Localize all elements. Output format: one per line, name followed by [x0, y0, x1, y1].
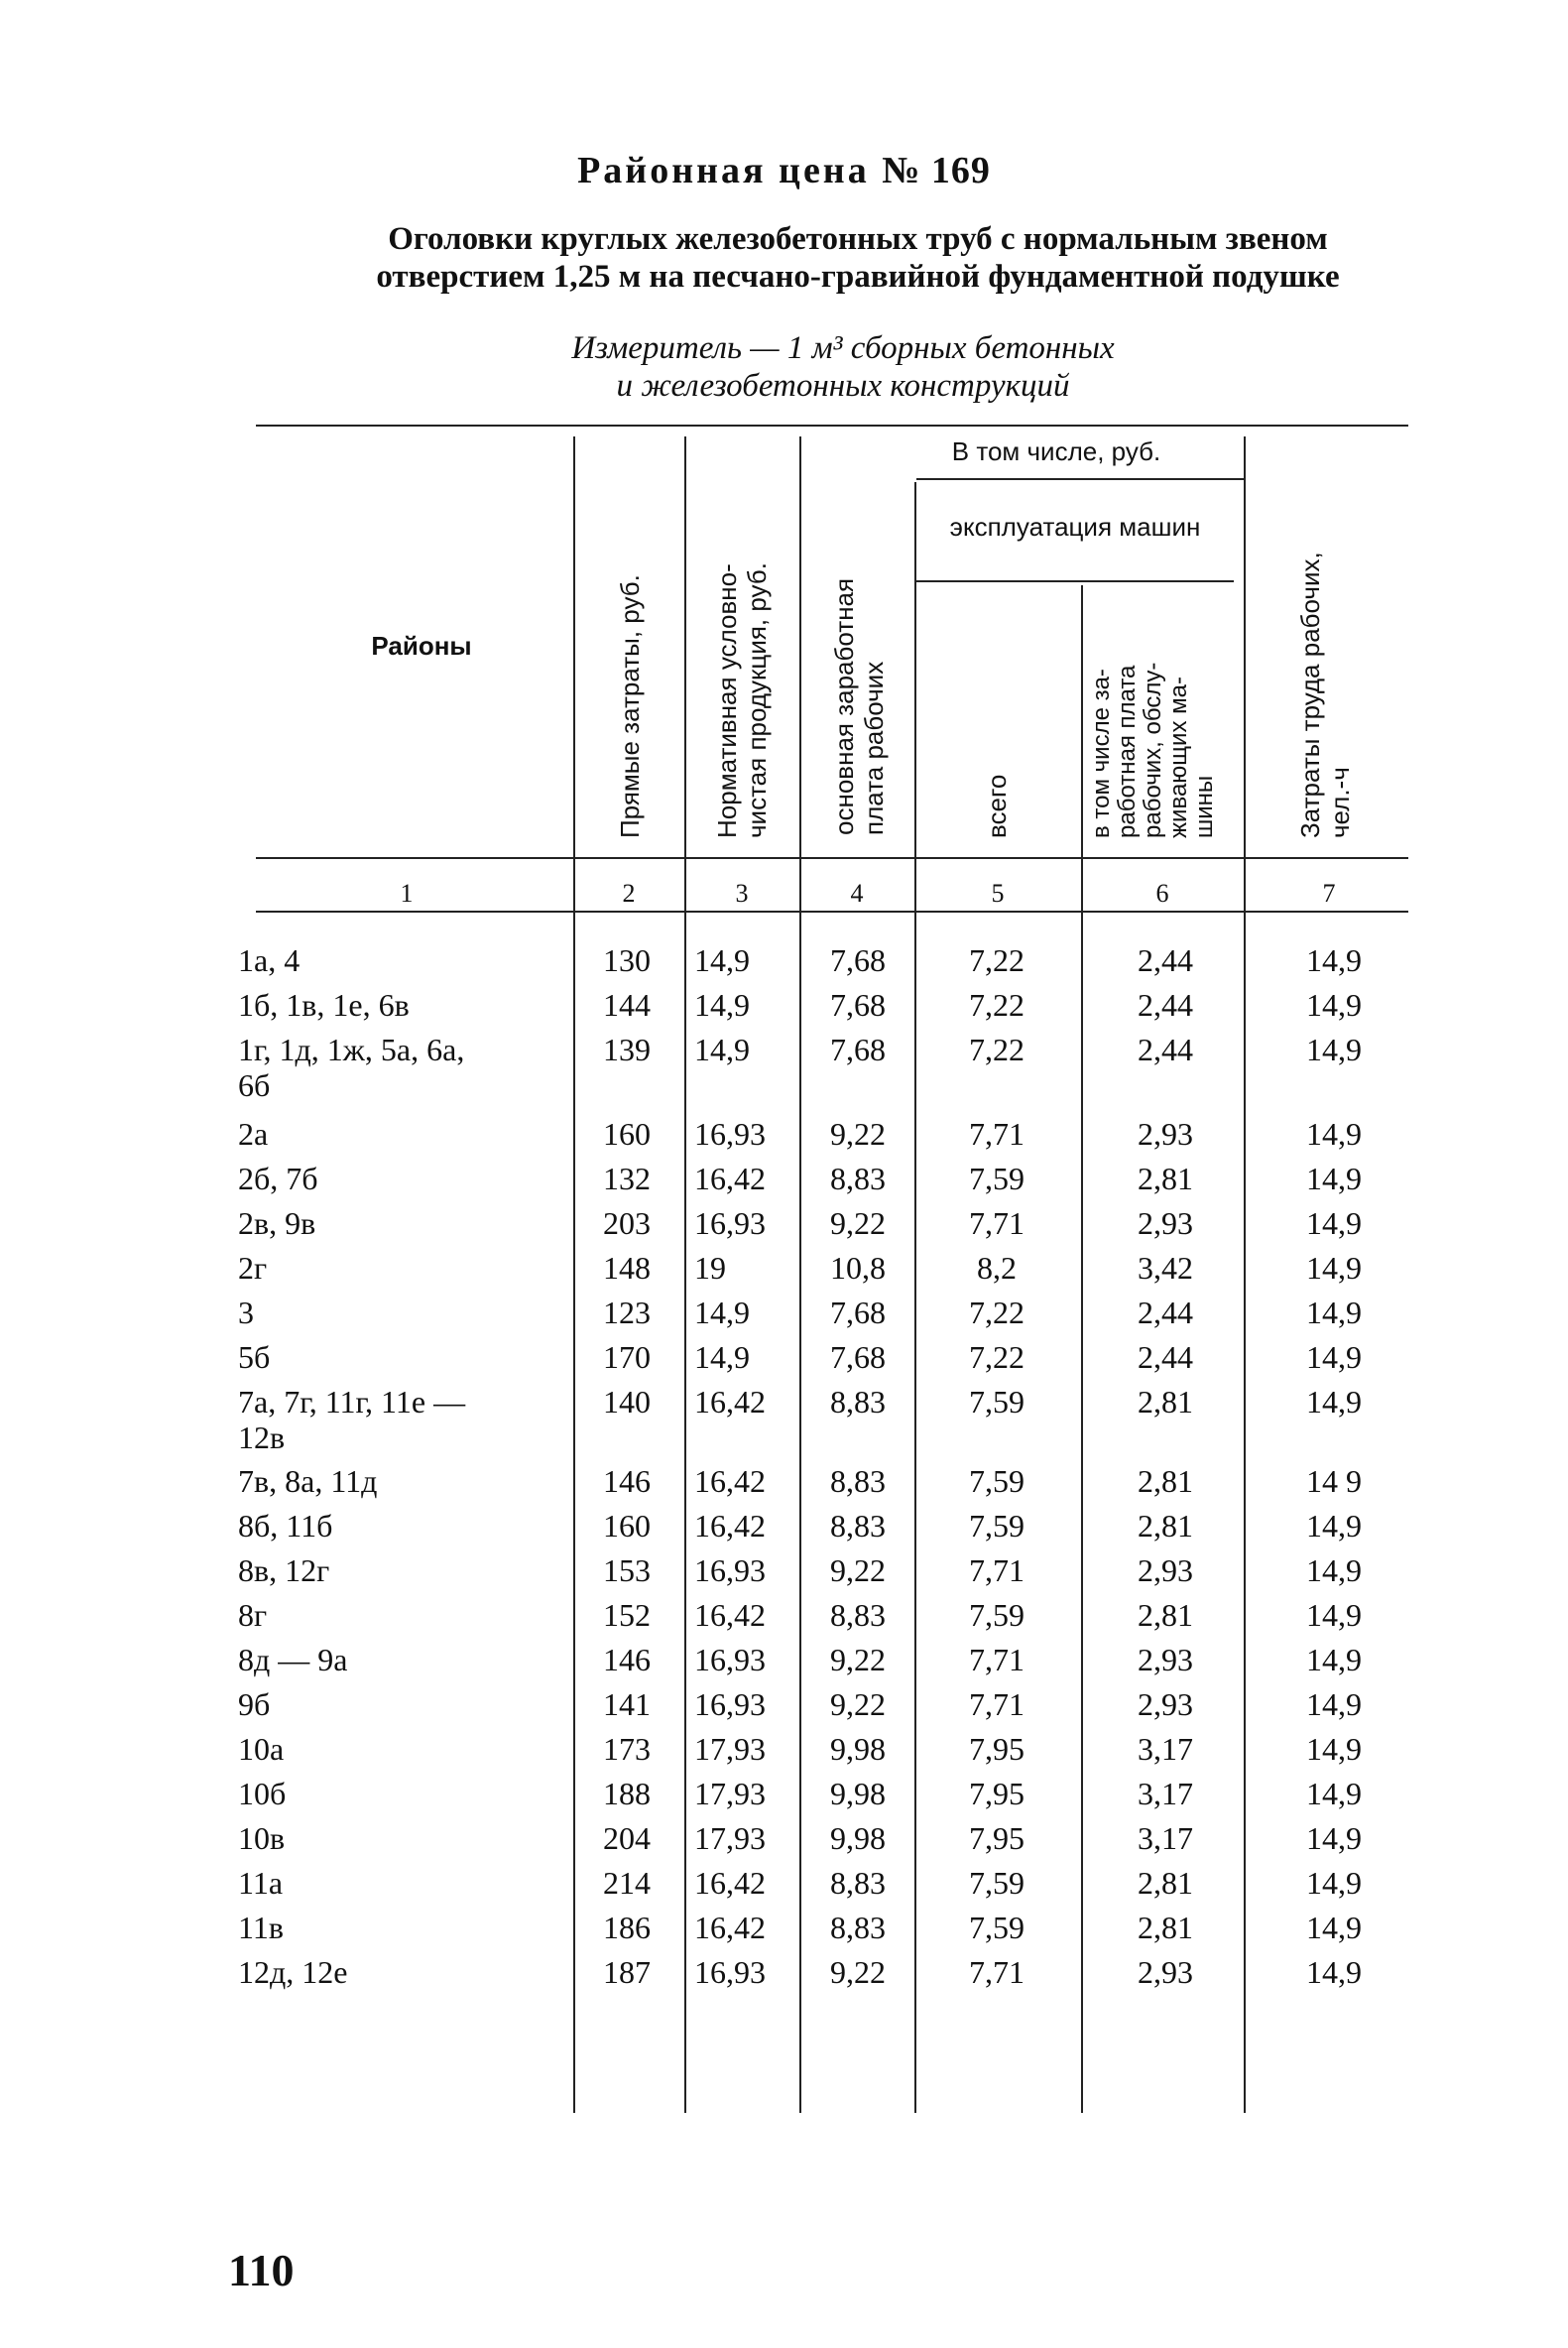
region-cell: 10в [238, 1820, 286, 1856]
col-divider [799, 436, 801, 2113]
machines-total-cell: 7,22 [969, 942, 1025, 978]
wages-cell: 7,68 [830, 942, 886, 978]
wages-cell: 8,83 [830, 1463, 886, 1499]
page-title [0, 149, 1568, 192]
region-cell: 5б [238, 1339, 271, 1375]
header-machine-wages: в том числе за- работная плата рабочих, обслу- живающих ма- шины [1088, 662, 1218, 838]
region-cell: 3 [238, 1295, 254, 1330]
normative-cell: 16,42 [694, 1597, 766, 1633]
machines-total-cell: 7,59 [969, 1463, 1025, 1499]
machine-wages-cell: 2,44 [1138, 1032, 1193, 1067]
normative-cell: 17,93 [694, 1731, 766, 1767]
direct-costs-cell: 144 [603, 987, 651, 1023]
col-divider [914, 482, 916, 2113]
header-machines: эксплуатация машин [949, 512, 1201, 542]
machine-wages-cell: 2,44 [1138, 987, 1193, 1023]
wages-cell: 9,98 [830, 1820, 886, 1856]
normative-cell: 16,42 [694, 1161, 766, 1196]
normative-cell: 16,93 [694, 1205, 766, 1241]
wages-cell: 9,22 [830, 1954, 886, 1990]
region-cell: 11в [238, 1910, 284, 1945]
region-cell: 2г [238, 1250, 268, 1286]
normative-cell: 16,42 [694, 1910, 766, 1945]
direct-costs-cell: 139 [603, 1032, 651, 1067]
direct-costs-cell: 203 [603, 1205, 651, 1241]
region-cell: 2в, 9в [238, 1205, 316, 1241]
machines-total-cell: 7,95 [969, 1820, 1025, 1856]
labor-cell: 14,9 [1306, 1731, 1362, 1767]
labor-cell: 14,9 [1306, 1776, 1362, 1811]
column-number: 3 [735, 879, 749, 908]
region-cell: 8в, 12г [238, 1552, 330, 1588]
column-number: 4 [850, 879, 864, 908]
measure-line: Измеритель — 1 м³ сборных бетонных [571, 330, 1115, 366]
labor-cell: 14,9 [1306, 1339, 1362, 1375]
header-including: В том числе, руб. [951, 436, 1161, 466]
machine-wages-cell: 2,93 [1138, 1686, 1193, 1722]
labor-cell: 14,9 [1306, 1116, 1362, 1152]
normative-cell: 17,93 [694, 1776, 766, 1811]
machine-wages-cell: 2,81 [1138, 1384, 1193, 1420]
machines-total-cell: 7,22 [969, 1295, 1025, 1330]
direct-costs-cell: 170 [603, 1339, 651, 1375]
region-cell: 12д, 12е [238, 1954, 348, 1990]
normative-cell: 16,93 [694, 1954, 766, 1990]
machine-wages-cell: 3,17 [1138, 1776, 1193, 1811]
machine-wages-cell: 2,44 [1138, 1339, 1193, 1375]
labor-cell: 14,9 [1306, 1865, 1362, 1901]
direct-costs-cell: 160 [603, 1116, 651, 1152]
direct-costs-cell: 188 [603, 1776, 651, 1811]
normative-cell: 14,9 [694, 942, 750, 978]
machines-total-cell: 7,22 [969, 1339, 1025, 1375]
labor-cell: 14,9 [1306, 1910, 1362, 1945]
machines-total-cell: 7,71 [969, 1205, 1025, 1241]
direct-costs-cell: 140 [603, 1384, 651, 1420]
wages-cell: 8,83 [830, 1597, 886, 1633]
machines-total-cell: 7,59 [969, 1161, 1025, 1196]
machines-total-cell: 7,59 [969, 1384, 1025, 1420]
labor-cell: 14,9 [1306, 1250, 1362, 1286]
labor-cell: 14,9 [1306, 1508, 1362, 1544]
machine-wages-cell: 2,44 [1138, 1295, 1193, 1330]
direct-costs-cell: 146 [603, 1463, 651, 1499]
machines-total-cell: 7,71 [969, 1116, 1025, 1152]
machine-wages-cell: 2,93 [1138, 1552, 1193, 1588]
direct-costs-cell: 186 [603, 1910, 651, 1945]
machines-total-cell: 7,95 [969, 1776, 1025, 1811]
header-labor: Затраты труда рабочих, чел.-ч [1295, 552, 1355, 838]
direct-costs-cell: 187 [603, 1954, 651, 1990]
machines-total-cell: 7,22 [969, 987, 1025, 1023]
direct-costs-cell: 214 [603, 1865, 651, 1901]
normative-cell: 14,9 [694, 1339, 750, 1375]
labor-cell: 14,9 [1306, 1032, 1362, 1067]
column-number: 2 [622, 879, 636, 908]
wages-cell: 9,22 [830, 1552, 886, 1588]
region-cell: 1г, 1д, 1ж, 5а, 6а, 6б [238, 1032, 465, 1103]
direct-costs-cell: 160 [603, 1508, 651, 1544]
region-cell: 1а, 4 [238, 942, 301, 978]
normative-cell: 14,9 [694, 1032, 750, 1067]
page-number: 110 [228, 2245, 295, 2295]
normative-cell: 17,93 [694, 1820, 766, 1856]
direct-costs-cell: 173 [603, 1731, 651, 1767]
direct-costs-cell: 152 [603, 1597, 651, 1633]
header-bottom-rule [256, 857, 1408, 859]
region-cell: 2а [238, 1116, 269, 1152]
labor-cell: 14,9 [1306, 1954, 1362, 1990]
region-cell: 11а [238, 1865, 284, 1901]
region-cell: 1б, 1в, 1е, 6в [238, 987, 410, 1023]
labor-cell: 14,9 [1306, 1205, 1362, 1241]
normative-cell: 14,9 [694, 987, 750, 1023]
subtitle-line: Оголовки круглых железобетонных труб с нормальным звеном [388, 221, 1328, 257]
machines-total-cell: 7,59 [969, 1597, 1025, 1633]
wages-cell: 8,83 [830, 1384, 886, 1420]
direct-costs-cell: 146 [603, 1642, 651, 1677]
wages-cell: 7,68 [830, 1295, 886, 1330]
wages-cell: 7,68 [830, 987, 886, 1023]
machine-wages-cell: 2,93 [1138, 1205, 1193, 1241]
header-regions: Районы [371, 631, 472, 661]
direct-costs-cell: 141 [603, 1686, 651, 1722]
machine-wages-cell: 2,81 [1138, 1865, 1193, 1901]
title-number: № 169 [882, 150, 991, 191]
wages-cell: 9,98 [830, 1731, 886, 1767]
header-normative: Нормативная условно- чистая продукция, руб. [712, 562, 772, 838]
labor-cell: 14,9 [1306, 1552, 1362, 1588]
col-divider [1081, 585, 1083, 2113]
labor-cell: 14,9 [1306, 1597, 1362, 1633]
normative-cell: 16,93 [694, 1686, 766, 1722]
column-number: 1 [400, 879, 414, 908]
machine-wages-cell: 2,93 [1138, 1642, 1193, 1677]
direct-costs-cell: 123 [603, 1295, 651, 1330]
direct-costs-cell: 130 [603, 942, 651, 978]
region-cell: 10а [238, 1731, 285, 1767]
machine-wages-cell: 2,93 [1138, 1954, 1193, 1990]
wages-cell: 8,83 [830, 1508, 886, 1544]
labor-cell: 14,9 [1306, 1384, 1362, 1420]
machine-wages-cell: 2,44 [1138, 942, 1193, 978]
column-number: 5 [991, 879, 1005, 908]
machine-wages-cell: 2,81 [1138, 1597, 1193, 1633]
region-cell: 10б [238, 1776, 287, 1811]
machines-total-cell: 7,22 [969, 1032, 1025, 1067]
labor-cell: 14,9 [1306, 1161, 1362, 1196]
including-rule [916, 478, 1244, 480]
machine-wages-cell: 2,81 [1138, 1463, 1193, 1499]
wages-cell: 9,22 [830, 1205, 886, 1241]
header-direct-costs: Прямые затраты, руб. [615, 574, 645, 838]
labor-cell: 14,9 [1306, 1642, 1362, 1677]
machine-wages-cell: 2,81 [1138, 1161, 1193, 1196]
wages-cell: 9,22 [830, 1686, 886, 1722]
wages-cell: 8,83 [830, 1910, 886, 1945]
machines-total-cell: 7,71 [969, 1642, 1025, 1677]
measure-line: и железобетонных конструкций [616, 368, 1070, 404]
normative-cell: 16,42 [694, 1384, 766, 1420]
region-cell: 8г [238, 1597, 268, 1633]
normative-cell: 14,9 [694, 1295, 750, 1330]
region-cell: 8д — 9а [238, 1642, 348, 1677]
labor-cell: 14 9 [1306, 1463, 1362, 1499]
wages-cell: 9,22 [830, 1642, 886, 1677]
machines-total-cell: 7,59 [969, 1910, 1025, 1945]
normative-cell: 16,42 [694, 1463, 766, 1499]
normative-cell: 16,93 [694, 1116, 766, 1152]
machine-wages-cell: 3,17 [1138, 1820, 1193, 1856]
labor-cell: 14,9 [1306, 1295, 1362, 1330]
wages-cell: 9,98 [830, 1776, 886, 1811]
title-label: Районная цена [577, 150, 870, 191]
subtitle-line: отверстием 1,25 м на песчано-гравийной фундаментной подушке [376, 259, 1340, 295]
region-cell: 9б [238, 1686, 271, 1722]
labor-cell: 14,9 [1306, 987, 1362, 1023]
wages-cell: 7,68 [830, 1032, 886, 1067]
wages-cell: 10,8 [830, 1250, 886, 1286]
machines-total-cell: 7,95 [969, 1731, 1025, 1767]
region-cell: 7в, 8а, 11д [238, 1463, 378, 1499]
machines-rule [916, 580, 1234, 582]
header-total: всего [982, 774, 1012, 838]
normative-cell: 16,93 [694, 1642, 766, 1677]
machines-total-cell: 7,59 [969, 1865, 1025, 1901]
normative-cell: 16,42 [694, 1865, 766, 1901]
region-cell: 2б, 7б [238, 1161, 318, 1196]
measure-unit [397, 329, 1289, 405]
machines-total-cell: 7,71 [969, 1954, 1025, 1990]
machine-wages-cell: 2,81 [1138, 1508, 1193, 1544]
direct-costs-cell: 132 [603, 1161, 651, 1196]
machines-total-cell: 7,71 [969, 1552, 1025, 1588]
colnum-bottom-rule [256, 911, 1408, 913]
region-cell: 7а, 7г, 11г, 11е — 12в [238, 1384, 466, 1455]
machine-wages-cell: 2,81 [1138, 1910, 1193, 1945]
direct-costs-cell: 153 [603, 1552, 651, 1588]
wages-cell: 8,83 [830, 1161, 886, 1196]
col-divider [1244, 436, 1246, 2113]
direct-costs-cell: 148 [603, 1250, 651, 1286]
machine-wages-cell: 3,42 [1138, 1250, 1193, 1286]
wages-cell: 9,22 [830, 1116, 886, 1152]
region-cell: 8б, 11б [238, 1508, 333, 1544]
header-wages: основная заработная плата рабочих [829, 577, 889, 835]
labor-cell: 14,9 [1306, 1686, 1362, 1722]
col-divider [684, 436, 686, 2113]
col-divider [573, 436, 575, 2113]
direct-costs-cell: 204 [603, 1820, 651, 1856]
column-number: 6 [1155, 879, 1169, 908]
table-top-rule [256, 425, 1408, 427]
normative-cell: 16,42 [694, 1508, 766, 1544]
wages-cell: 7,68 [830, 1339, 886, 1375]
page-subtitle [298, 220, 1418, 296]
normative-cell: 19 [694, 1250, 726, 1286]
machine-wages-cell: 3,17 [1138, 1731, 1193, 1767]
machines-total-cell: 7,59 [969, 1508, 1025, 1544]
labor-cell: 14,9 [1306, 942, 1362, 978]
wages-cell: 8,83 [830, 1865, 886, 1901]
column-number: 7 [1322, 879, 1336, 908]
machine-wages-cell: 2,93 [1138, 1116, 1193, 1152]
normative-cell: 16,93 [694, 1552, 766, 1588]
labor-cell: 14,9 [1306, 1820, 1362, 1856]
machines-total-cell: 7,71 [969, 1686, 1025, 1722]
machines-total-cell: 8,2 [977, 1250, 1017, 1286]
